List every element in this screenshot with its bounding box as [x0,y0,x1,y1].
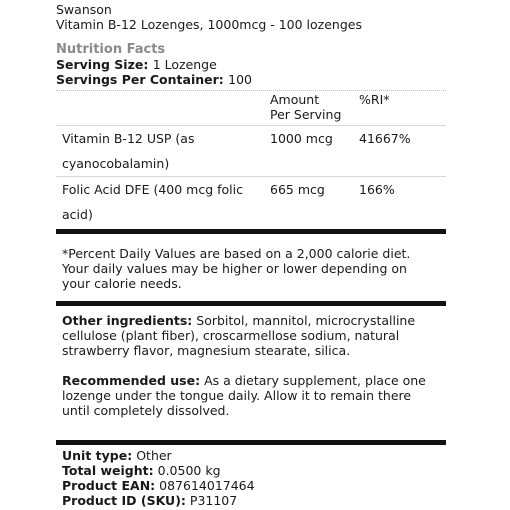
table-row [56,126,446,177]
ean-label: Product EAN: [62,478,156,493]
nutrient-amount: 1000 mcg [270,131,333,146]
serving-size-value: 1 Lozenge [152,57,217,72]
total-weight-label: Total weight: [62,463,154,478]
product-title: Vitamin B-12 Lozenges, 1000mcg - 100 lozenges [56,17,362,32]
nutrient-name-line1: Vitamin B-12 USP (as [62,131,195,146]
nutrient-name [62,126,262,176]
nutrient-name-line1: Folic Acid DFE (400 mcg folic [62,182,243,197]
product-details [56,445,446,508]
serving-size [56,57,446,72]
recommended-use [56,373,446,418]
table-row [56,177,446,229]
other-ingredients [56,306,446,358]
nutrient-name [62,177,262,227]
footnote-line: your calorie needs. [62,276,182,291]
nutrient-ri: 166% [359,182,395,197]
amount-header-line2: Per Serving [270,107,342,122]
ingredients-label: Other ingredients: [62,313,193,328]
footnote [56,234,446,301]
brand-name: Swanson [56,2,112,17]
nutrient-name-line2: acid) [62,207,93,222]
nutrient-amount: 665 mcg [270,182,325,197]
amount-header [270,92,360,122]
nutrition-facts-title: Nutrition Facts [56,42,166,57]
sku-value: P31107 [189,493,238,508]
recommended-label: Recommended use: [62,373,201,388]
servings-label: Servings Per Container: [56,72,224,87]
ingredients-text: strawberry flavor, magnesium stearate, silica. [62,343,351,358]
recommended-text: lozenge under the tongue daily. Allow it to remain there [62,388,412,403]
amount-header-line1: Amount [270,92,320,107]
servings-per-container [56,72,446,87]
footnote-line: Your daily values may be higher or lower depending on [62,261,407,276]
serving-size-label: Serving Size: [56,57,149,72]
supplement-label [56,0,446,508]
ri-header: %RI* [359,92,390,107]
sku-label: Product ID (SKU): [62,493,186,508]
ean-value: 087614017464 [159,478,255,493]
total-weight-value: 0.0500 kg [157,463,221,478]
spacer [56,418,446,440]
label-header [56,0,446,32]
nutrient-ri: 41667% [359,131,411,146]
nutrient-table [56,91,446,229]
recommended-text: As a dietary supplement, place one [204,373,426,388]
footnote-line: *Percent Daily Values are based on a 2,000 calorie diet. [62,246,411,261]
recommended-text: until completely dissolved. [62,403,230,418]
unit-type-value: Other [136,448,172,463]
ingredients-text: cellulose (plant fiber), croscarmellose sodium, natural [62,328,400,343]
ingredients-text: Sorbitol, mannitol, microcrystalline [196,313,416,328]
servings-value: 100 [228,72,252,87]
nutrient-name-line2: cyanocobalamin) [62,156,170,171]
table-header-row [56,91,446,126]
unit-type-label: Unit type: [62,448,133,463]
spacer [56,358,446,373]
